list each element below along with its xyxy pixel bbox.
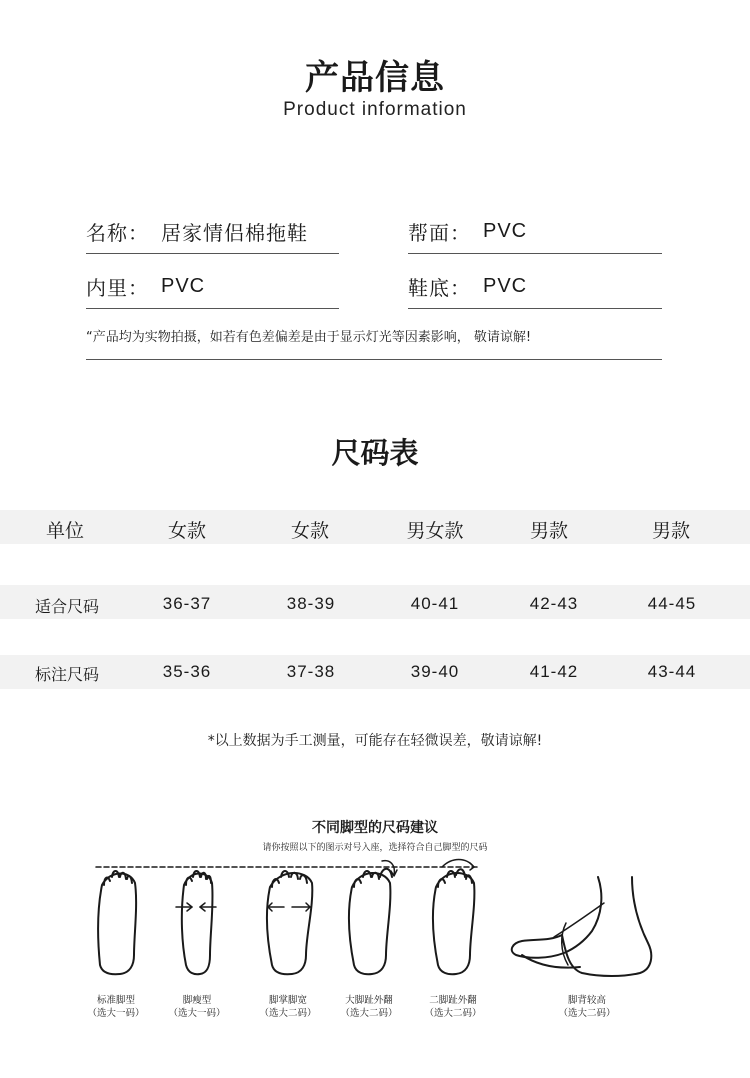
size-cell: 36-37	[162, 594, 212, 613]
size-cell: 40-41	[410, 594, 460, 613]
size-cell: 42-43	[529, 594, 579, 613]
info-lining-value: PVC	[161, 275, 206, 297]
info-upper	[408, 210, 662, 254]
second-toe-foot-icon	[433, 860, 474, 975]
info-sole-label: 鞋底：	[408, 276, 471, 300]
foot-type-advice: （选大二码）	[558, 1008, 616, 1019]
size-header-cell: 女款	[167, 520, 206, 542]
info-name	[86, 210, 339, 254]
foot-type-name: 脚掌脚宽	[268, 995, 307, 1006]
size-cell: 44-45	[647, 594, 697, 613]
wide-foot-icon	[267, 871, 312, 974]
size-cell: 43-44	[647, 662, 697, 681]
foot-type-advice: （选大一码）	[168, 1008, 226, 1019]
foot-types-illustration	[0, 855, 750, 990]
size-row-label: 适合尺码	[34, 597, 99, 616]
size-cell: 41-42	[529, 662, 579, 681]
info-name-value: 居家情侣棉拖鞋	[161, 221, 308, 245]
foot-type-name: 大脚趾外翻	[345, 995, 393, 1006]
foot-type-caption	[537, 994, 637, 1020]
page-title: 产品信息	[305, 58, 445, 98]
size-cell: 38-39	[286, 594, 336, 613]
size-cell: 37-38	[286, 662, 336, 681]
size-header-cell: 女款	[290, 520, 329, 542]
size-header-cell: 男款	[651, 520, 690, 542]
foot-type-caption	[147, 994, 247, 1020]
foot-type-name: 标准脚型	[96, 995, 135, 1006]
foot-type-caption	[403, 994, 503, 1020]
slim-foot-icon	[176, 871, 216, 974]
high-instep-foot-icon	[512, 877, 652, 976]
info-name-label: 名称：	[86, 221, 149, 245]
foot-guide-subtitle: 请你按照以下的图示对号入座，选择符合自己脚型的尺码	[262, 843, 488, 853]
size-cell: 39-40	[410, 662, 460, 681]
size-header-cell: 男款	[529, 520, 568, 542]
info-lining-label: 内里：	[86, 276, 149, 300]
foot-type-name: 二脚趾外翻	[429, 995, 477, 1006]
size-chart-note: *以上数据为手工测量，可能存在轻微误差，敬请谅解!	[207, 733, 543, 749]
foot-type-advice: （选大二码）	[424, 1008, 482, 1019]
bunion-foot-icon	[349, 861, 397, 975]
info-lining	[86, 265, 339, 309]
foot-type-advice: （选大一码）	[87, 1008, 145, 1019]
info-disclaimer: “产品均为实物拍摄，如若有色差偏差是由于显示灯光等因素影响， 敬请谅解!	[86, 326, 662, 360]
foot-type-name: 脚背较高	[567, 995, 606, 1006]
foot-type-name: 脚瘦型	[182, 995, 212, 1006]
size-cell: 35-36	[162, 662, 212, 681]
info-sole-value: PVC	[483, 275, 528, 297]
page-subtitle: Product information	[283, 99, 467, 120]
foot-guide-title: 不同脚型的尺码建议	[312, 820, 438, 836]
size-row-label: 标注尺码	[34, 665, 99, 684]
foot-type-advice: （选大二码）	[340, 1008, 398, 1019]
info-sole	[408, 265, 662, 309]
info-upper-value: PVC	[483, 220, 528, 242]
size-chart-title: 尺码表	[331, 436, 419, 470]
standard-foot-icon	[98, 871, 136, 974]
size-header-cell: 单位	[45, 520, 84, 542]
info-upper-label: 帮面：	[408, 221, 471, 245]
size-header-cell: 男女款	[406, 520, 464, 542]
foot-type-advice: （选大二码）	[259, 1008, 317, 1019]
